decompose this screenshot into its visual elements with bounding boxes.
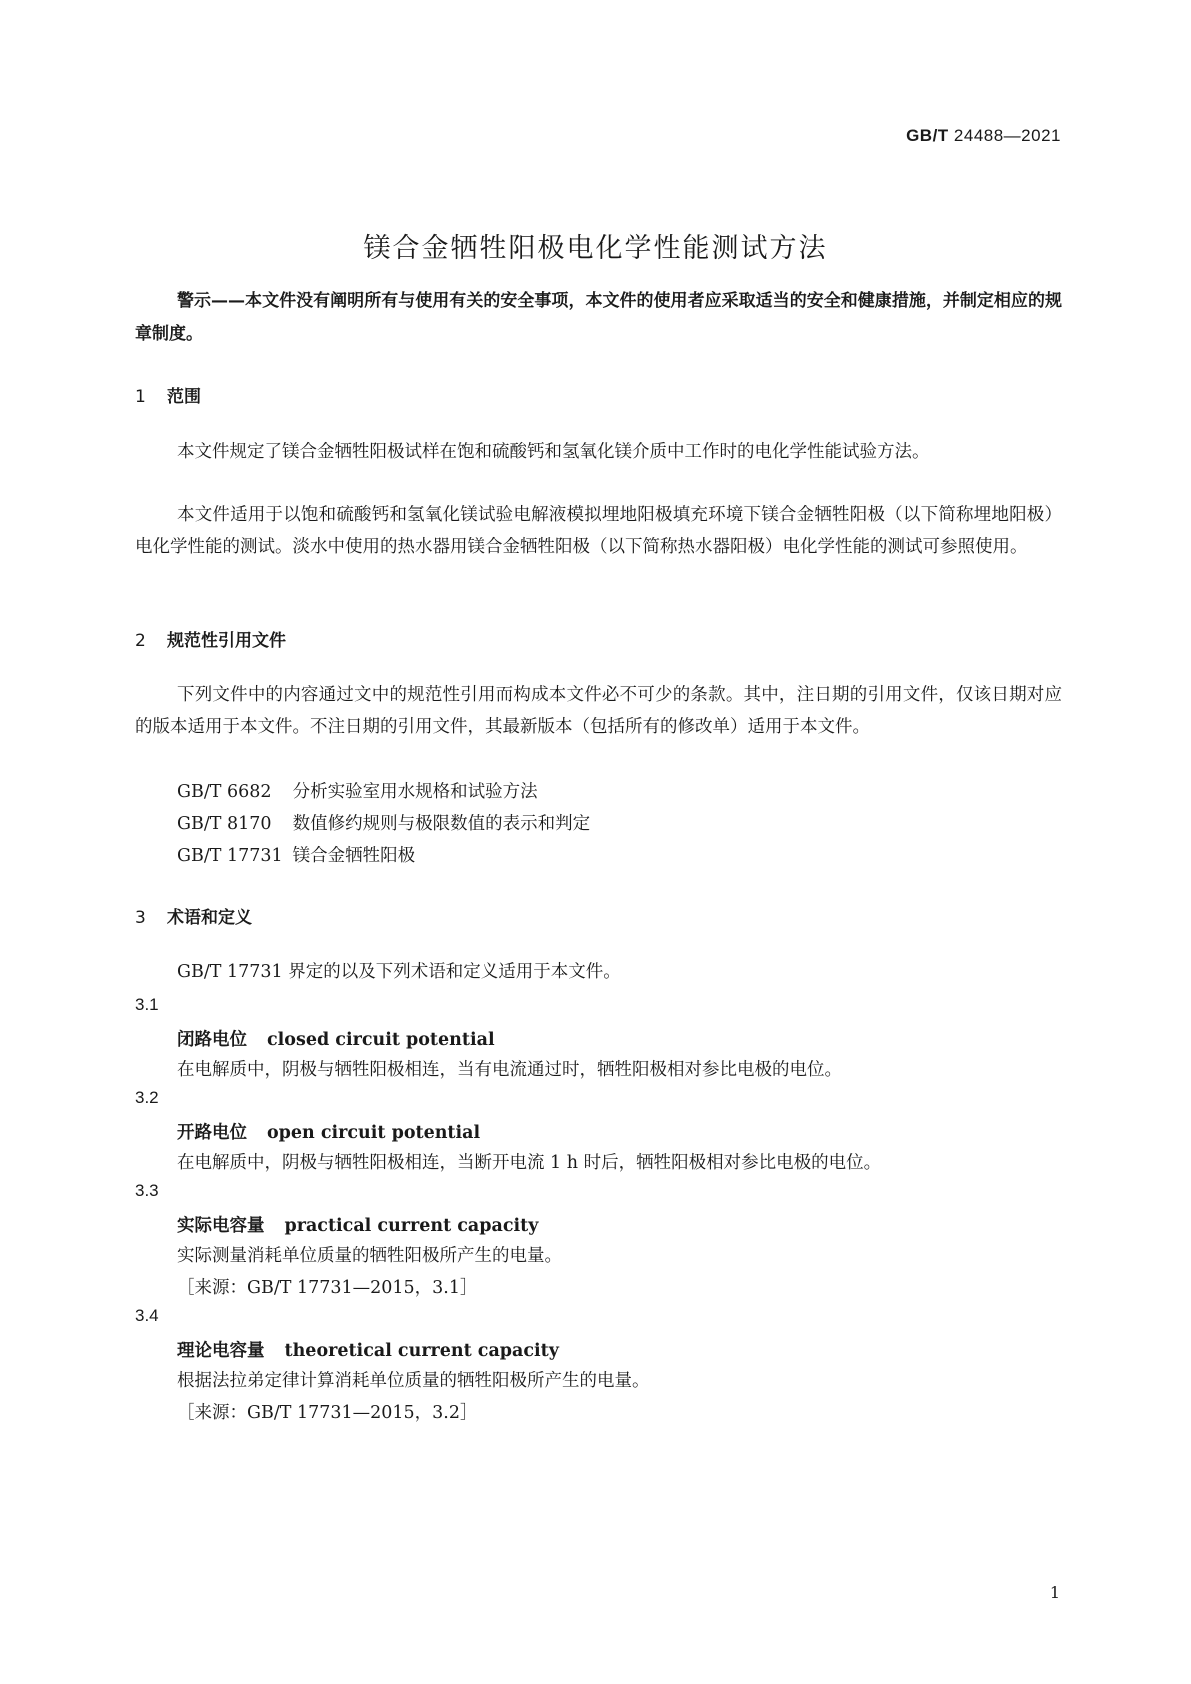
term-name xyxy=(177,1026,495,1051)
section-3-number: 3 xyxy=(135,908,146,928)
section-2-paragraph-1: 下列文件中的内容通过文中的规范性引用而构成本文件必不可少的条款。其中，注日期的引用文件，仅该日期对应的版本适用于本文件。不注日期的引用文件，其最新版本（包括所有的修改单）适用于本文件。 xyxy=(135,685,1062,737)
reference-code: GB/T 6682 xyxy=(177,782,272,802)
term-number: 3.4 xyxy=(135,1306,159,1325)
term-name xyxy=(177,1212,538,1237)
section-3-title: 术语和定义 xyxy=(167,908,252,928)
reference-code: GB/T 17731 xyxy=(177,846,283,866)
term-definition: 在电解质中，阴极与牺牲阳极相连，当有电流通过时，牺牲阳极相对参比电极的电位。 xyxy=(177,1060,842,1080)
term-name-en: open circuit potential xyxy=(267,1123,481,1143)
reference-item xyxy=(177,810,590,835)
term-name xyxy=(177,1119,480,1144)
reference-title: 分析实验室用水规格和试验方法 xyxy=(292,782,538,802)
standard-code-prefix: GB/T xyxy=(906,126,949,145)
document-title: 镁合金牺牲阳极电化学性能测试方法 xyxy=(363,233,828,264)
term-source: ［来源：GB/T 17731—2015，3.2］ xyxy=(177,1403,478,1423)
section-2-title: 规范性引用文件 xyxy=(167,631,286,651)
section-1-number: 1 xyxy=(135,387,146,407)
reference-title: 数值修约规则与极限数值的表示和判定 xyxy=(292,814,591,834)
term-number: 3.3 xyxy=(135,1181,159,1200)
term-number: 3.2 xyxy=(135,1088,159,1107)
standard-code-number: 24488—2021 xyxy=(953,126,1061,145)
section-1-title: 范围 xyxy=(167,387,201,407)
term-name-zh: 实际电容量 xyxy=(177,1216,265,1236)
page-number: 1 xyxy=(1049,1583,1060,1602)
term-name-zh: 闭路电位 xyxy=(177,1030,247,1050)
term-source: ［来源：GB/T 17731—2015，3.1］ xyxy=(177,1278,478,1298)
term-name-zh: 开路电位 xyxy=(177,1123,247,1143)
warning-paragraph: 警示——本文件没有阐明所有与使用有关的安全事项，本文件的使用者应采取适当的安全和健康措施，并制定相应的规章制度。 xyxy=(135,291,1062,344)
section-2-number: 2 xyxy=(135,631,146,651)
reference-item xyxy=(177,778,538,803)
term-name-en: practical current capacity xyxy=(284,1216,539,1236)
section-1-heading xyxy=(135,382,201,407)
term-name-zh: 理论电容量 xyxy=(177,1341,265,1361)
term-definition: 根据法拉弟定律计算消耗单位质量的牺牲阳极所产生的电量。 xyxy=(177,1371,650,1391)
term-number: 3.1 xyxy=(135,995,159,1014)
reference-item xyxy=(177,842,415,867)
section-3-heading xyxy=(135,903,252,928)
term-name xyxy=(177,1337,559,1362)
term-name-en: theoretical current capacity xyxy=(284,1341,559,1361)
section-1-paragraph-2: 本文件适用于以饱和硫酸钙和氢氧化镁试验电解液模拟埋地阳极填充环境下镁合金牺牲阳极（以下简称埋地阳极）电化学性能的测试。淡水中使用的热水器用镁合金牺牲阳极（以下简称热水器阳极）电化学性能的测试可参照使用。 xyxy=(135,505,1062,557)
reference-code: GB/T 8170 xyxy=(177,814,272,834)
standard-code xyxy=(906,126,1061,146)
reference-title: 镁合金牺牲阳极 xyxy=(292,846,416,866)
section-2-heading xyxy=(135,626,286,651)
section-1-paragraph-1: 本文件规定了镁合金牺牲阳极试样在饱和硫酸钙和氢氧化镁介质中工作时的电化学性能试验方法。 xyxy=(177,442,930,462)
term-definition: 实际测量消耗单位质量的牺牲阳极所产生的电量。 xyxy=(177,1246,562,1266)
term-name-en: closed circuit potential xyxy=(267,1030,495,1050)
section-3-paragraph-1: GB/T 17731 界定的以及下列术语和定义适用于本文件。 xyxy=(177,962,621,982)
term-definition: 在电解质中，阴极与牺牲阳极相连，当断开电流 1 h 时后，牺牲阳极相对参比电极的电位。 xyxy=(177,1153,882,1173)
